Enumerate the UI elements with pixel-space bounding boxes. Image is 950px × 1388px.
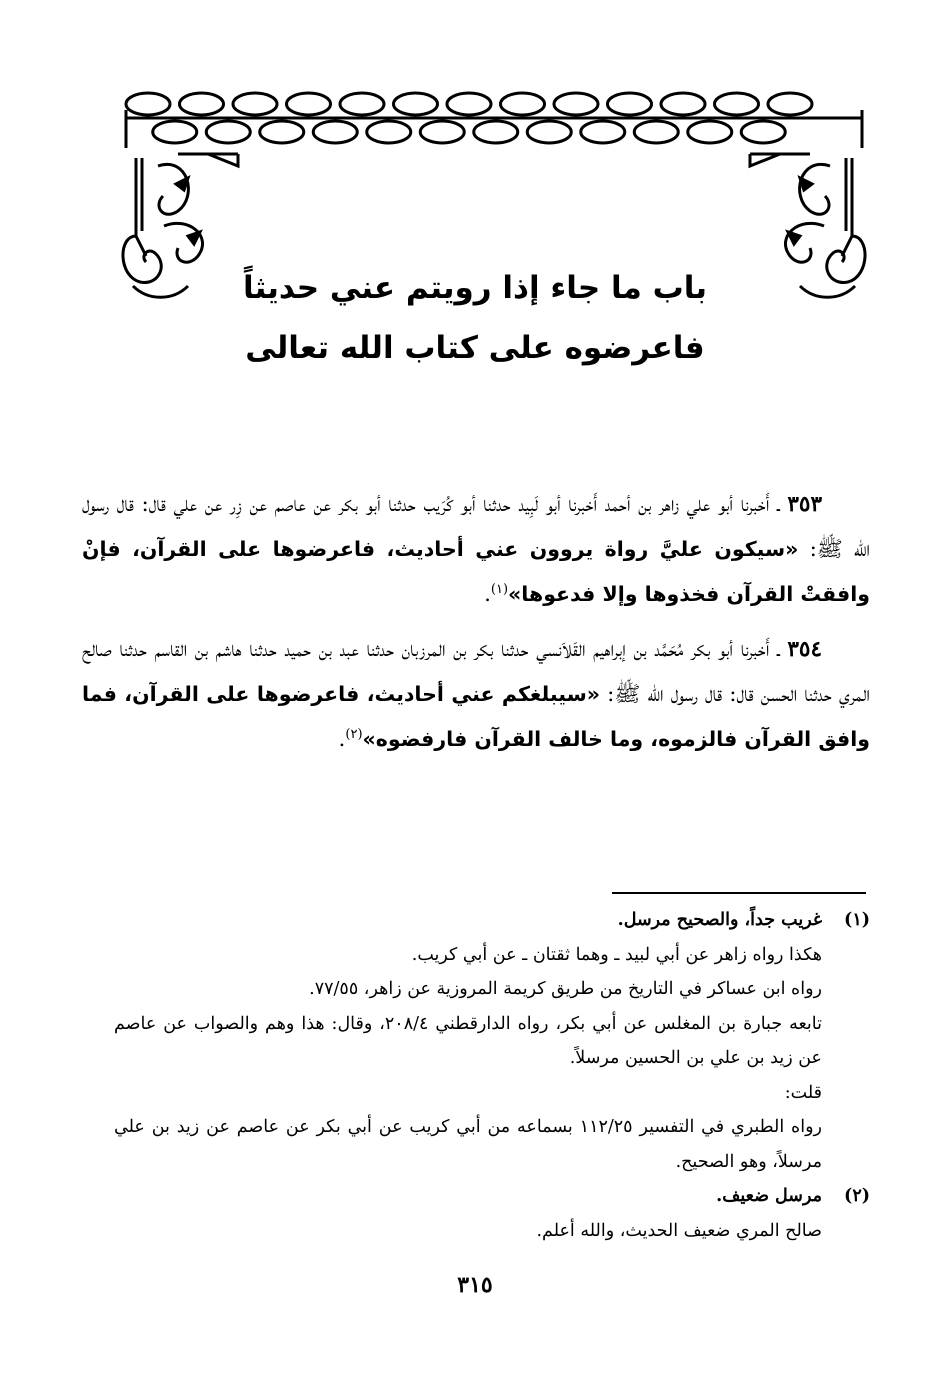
ornament-loop: [634, 121, 678, 143]
ornament-loop: [394, 93, 438, 115]
hadith-isnad: ـ أَخبرنا أبو بكر مُحَمَّد بن إبراهيم القَلاَنسي حدثنا بكر بن المرزبان حدثنا عبد بن حميد حدثنا هاشم بن القاسم حدثنا صالح المري حدثنا الحسن قال: قال رسول الله ﷺ:: [82, 637, 870, 707]
hadith-isnad: ـ أَخبرنا أبو علي زاهر بن أحمد أَخبرنا أبو لَبِيد حدثنا أبو كُرَيب حدثنا أبو بكر عن عاصم عن زِر عن علي قال: قال رسول اللّه ﷺ:: [82, 492, 870, 562]
ornament-loop: [153, 121, 197, 143]
footnote-reference[interactable]: (٢): [345, 726, 363, 742]
chapter-title-line-2: فاعرضوه على كتاب الله تعالى: [245, 330, 705, 366]
ornament-loop: [313, 121, 357, 143]
ornament-loop: [661, 93, 705, 115]
ornament-loop: [233, 93, 277, 115]
footnote-mark: (١): [844, 910, 870, 930]
sentence-end: .: [484, 582, 491, 607]
hadith-paragraph: [82, 627, 870, 762]
footnote-line: هكذا رواه زاهر عن أبي لبيد ـ وهما ثقتان ـ عن أبي كريب.: [411, 944, 822, 965]
hadith-body: [82, 482, 870, 772]
ornament-loop: [581, 121, 625, 143]
chapter-title-line-1: باب ما جاء إذا رويتم عني حديثاً: [242, 270, 708, 306]
ornament-loop: [741, 121, 785, 143]
ornament-loop: [688, 121, 732, 143]
ornament-loop: [715, 93, 759, 115]
ornament-loop: [126, 93, 170, 115]
footnote-mark: (٢): [844, 1186, 870, 1206]
chapter-title: [240, 258, 710, 378]
ornament-loop: [527, 121, 571, 143]
footnote-separator: [612, 892, 866, 894]
ornament-loop: [340, 93, 384, 115]
ornament-loop: [608, 93, 652, 115]
footnote-2: [114, 1179, 870, 1248]
footnote-line: قلت:: [784, 1082, 822, 1103]
footnote-body: [114, 903, 822, 1179]
ornament-loop: [447, 93, 491, 115]
footnote-line: غريب جداً، والصحيح مرسل.: [617, 910, 822, 930]
footnote-reference[interactable]: (١): [490, 581, 509, 597]
footnote-line: مرسل ضعيف.: [716, 1186, 822, 1206]
footnote-line: رواه الطبري في التفسير ١١٢/٢٥ بسماعه من أبي كريب عن أبي بكر عن عاصم عن زيد بن علي مرسلاً، وهو الصحيح.: [114, 1117, 822, 1172]
ornament-loop: [206, 121, 250, 143]
ornament-loop: [260, 121, 304, 143]
footnote-line: رواه ابن عساكر في التاريخ من طريق كريمة المروزية عن زاهر، ٧٧/٥٥.: [309, 979, 822, 999]
hadith-matn: «سيكون عليَّ رواة يروون عني أحاديث، فاعرضوها على القرآن، فإنْ وافقتْ القرآن فخذوها وإلا فدعوها»: [82, 537, 870, 606]
ornament-loop: [287, 93, 331, 115]
footnote-line: صالح المري ضعيف الحديث، والله أعلم.: [536, 1220, 822, 1241]
hadith-number: ٣٥٤: [787, 637, 822, 662]
footnote-line: تابعه جبارة بن المغلس عن أبي بكر، رواه الدارقطني ٢٠٨/٤، وقال: هذا وهم والصواب عن عاصم عن زيد بن علي بن الحسين مرسلاً.: [114, 1013, 822, 1068]
ornament-loop: [768, 93, 812, 115]
ornament-loop: [367, 121, 411, 143]
ornament-loop: [420, 121, 464, 143]
hadith-number: ٣٥٣: [787, 492, 822, 517]
footnotes: [114, 903, 870, 1248]
ornament-loop: [554, 93, 598, 115]
hadith-matn: «سيبلغكم عني أحاديث، فاعرضوها على القرآن، فما وافق القرآن فالزموه، وما خالف القرآن فارفضوه»: [82, 682, 870, 751]
ornament-loop: [501, 93, 545, 115]
footnote-1: [114, 903, 870, 1179]
page-number: ٣١٥: [457, 1272, 493, 1298]
footnote-body: [114, 1179, 822, 1248]
hadith-paragraph: [82, 482, 870, 617]
ornament-loop: [180, 93, 224, 115]
sentence-end: .: [338, 727, 346, 752]
ornament-loop: [474, 121, 518, 143]
